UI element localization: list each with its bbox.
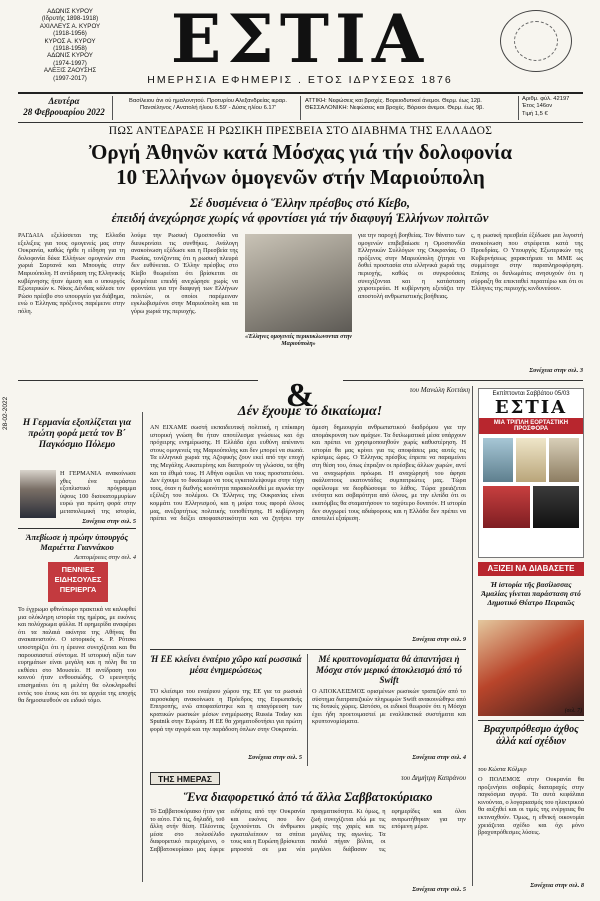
weather-info: ΑΤΤΙΚΗ: Νεφώσεις και βροχές. Βορειοδυτικοί άνεμοι. Θερμ. έως 12β. ΘΕΣΣΑΛΟΝΙΚΗ: Νεφώσεις και βροχές. Βόρειοι άνεμοι. Θερμ. έως 9β. — [305, 98, 484, 112]
swift-headline: Μέ κρυπτονομίσματα θά ἀπαντήσει ἡ Μόσχα στόν μερικό ἀποκλεισμό ἀπό τό Swift — [316, 654, 462, 685]
germany-continued: Συνέχεια στην σελ. 5 — [82, 518, 136, 525]
issue-info: Αριθμ. φύλ. 42197 Έτος 146ον Τιμή 1,5 € — [522, 96, 570, 117]
lead-column-1: ΡΑΓΔΑΙΑ εξελίσσεται της Ελλαδα εξελιξεις για τους ομογενείς μας στην Ουκρανία, καθώς ήρθε η είδηση για τη δολοφονία δέκα Ελλήνων ομογενών στα χωριά Σαρτανά και Μπουγάς στην Μαριούπολη. Η αντίδραση της Ελληνικής κυβέρνησης ήταν άμεση και ο υπουργός Εξωτερικών κ. Νίκος Δένδιας κάλεσε τον Ρώσο πρέσβυ στο υπουργείο για διάβημα, ενώ ο Έλληνας πρόξενος παρέμεινε στην πόλη. — [18, 232, 125, 315]
section-tab-tis-imeras: ΤΗΣ ΗΜΕΡΑΣ — [150, 772, 220, 785]
eu-airspace-headline: Ἡ ΕΕ κλείνει ἐναέριο χῶρο καί ρωσσικά μέσα ἐνημερώσεως — [150, 654, 302, 675]
kolmer-headline: Βραχυπρόθεσμο ἀχθος ἀλλά καί σχέδιον — [483, 724, 579, 747]
germany-text-top: Η ΓΕΡΜΑΝΙΑ ανακοίνωσε χθες ένα τεράστιο εξοπλιστικό πρόγραμμα ύψους 100 δισεκατομμυρίων ευρώ για πρώτη φορά στην μεταπολεμική της ιστορία, — [60, 470, 136, 514]
founders-list: ΑΔΩΝΙΣ ΚΥΡΟΥ (Ιδρυτής 1898-1918) ΑΧΙΛΛΕΥΣ Α. ΚΥΡΟΥ (1918-1956) ΚΥΡΟΣ Α. ΚΥΡΟΥ (1918-1958) ΑΔΩΝΙΣ ΚΥΡΟΥ (1974-1997) ΑΛΕΞΙΣ ΖΑΟΥΣΗΣ (1997-2017) — [39, 8, 101, 82]
tis-imeras-title: Ἕνα διαφορετικό ἀπό τά ἄλλα Σαββατοκύριακο — [183, 790, 433, 804]
promo-cd-2 — [533, 486, 580, 528]
section-badge-news: ΠΕΝΝΙΕΣ ΕΙΔΗΣΟΥΛΕΣ ΠΕΡΙΕΡΓΑ — [48, 562, 108, 602]
masthead-subtitle: ΗΜΕΡΗΣΙΑ ΕΦΗΜΕΡΙΣ . ΕΤΟΣ ΙΔΡΥΣΕΩΣ 1876 — [147, 74, 453, 86]
swift-text: Ο ΑΠΟΚΛΕΙΣΜΟΣ ορισμένων ρωσικών τραπεζών από το σύστημα διατραπεζικών πληρωμών Swift ανακοινώθηκε από τις δυτικές χώρες. Ωστόσο, οι ειδικοί θεωρούν ότι η Μόσχα έχει ήδη προετοιμαστεί με εναλλακτικά συστήματα και κρυπτονομίσματα. — [312, 688, 466, 726]
promo-book-2 — [516, 438, 546, 482]
lead-kicker: ΠΩΣ ΑΝΤΕΔΡΑΣΕ Η ΡΩΣΙΚΗ ΠΡΕΣΒΕΙΑ ΣΤΟ ΔΙΑΒΗΜΑ ΤΗΣ ΕΛΛΑΔΟΣ — [108, 125, 493, 137]
lead-column-5: ς, η ρωσική πρεσβεία έξέδωσε μια λιγοστή ανακοίνωση που στρέφεται κατά της Προεδρίας. Ο Υπουργός Εξωτερικών της Κυβερνήσεως χαρακτήρισε τα ΜΜΕ ως συμμέτοχα στην παραπληροφόρηση. Επίσης οι διπλωμάτες ανησυχούν ότι η σύρραξη θα επεκταθεί περαιτέρω και ότι οι Έλληνες της περιοχής κινδυνεύουν. — [471, 232, 583, 293]
promo-cd-1 — [483, 486, 530, 528]
eu-airspace-text: ΤΟ κλείσιμο του εναέριου χώρου της ΕΕ για τα ρωσικά αεροσκάφη ανακοίνωσε η Πρόεδρος της Ευρωπαϊκής Επιτροπής, ενώ αποφασίστηκε και η απαγόρευση των κρατικών ρωσικών μέσων ενημέρωσης Russia Today και Sputnik στην Ευρώπη. Η ΕΕ θα χρηματοδοτήσει για πρώτη φορά την αγορά και την παράδοση όπλων στην Ουκρανία. — [150, 688, 302, 733]
side-date: 28-02-2022 — [2, 396, 9, 430]
editorial-text: ΑΝ ΕΙΧΑΜΕ σωστή εκπαιδευτική πολιτική, η επίκαιρη ιστορική γνώση θα ήταν αποτέλεσμα γνώσεως και όχι πρόχειρης ενημέρωσης. Η Ελλάδα έχει ευθύνη απέναντι στους ομογενείς της Μαριούπολης και δεν μπορεί να σιωπά. Τα ελληνικά χωριά της Αζοφικής ζουν εκεί από την εποχή της Μεγάλης Αικατερίνης και διατηρούν τη γλώσσα, τα ήθη και τα έθιμά τους. Η Αθήνα οφείλει να τους προστατεύσει. Δεν έχουμε το δικαίωμα να τους εγκαταλείψουμε στην τύχη τους, όταν η διεθνής κοινότητα παρακολουθεί με αγωνία την εξέλιξη του πολέμου. Οι Έλληνες της Ουκρανίας είναι κομμάτι του Ελληνισμού, και η μοίρα τους αφορά όλους μας, ανεξαρτήτως πολιτικής τοποθέτησης. Η κυβέρνηση πρέπει να δείξει αποφασιστικότητα και να ζητήσει την άμεση δημιουργία ανθρωπιστικού διαδρόμου για την απομάκρυνση των αμάχων. Τα διπλωματικά μέσα υπάρχουν και πρέπει να χρησιμοποιηθούν χωρίς καθυστέρηση. Η ιστορία θα μας κρίνει για τις αποφάσεις μας αυτές τις κρίσιμες ώρες. Ο Έλληνας πρέσβυς έπρεπε να παραμείνει στη θέση του, όπως έπραξαν οι πρέσβεις άλλων χωρών, αντί να αναχωρήσει πρόωρα. Η αναχώρησή του άφησε ακάλυπτους εκατοντάδες συμπατριώτες μας. Τώρα οφείλουμε να διορθώσουμε το λάθος. Τώρα χρειάζεται ενότητα και σοβαρότητα από όλους, με την ελπίδα ότι οι εκατόμβες θα σταματήσουν το ταχύτερο δυνατόν. Η ιστορία δεν συγχωρεί τους αδιάφορους και η Ελλάδα δεν πρέπει να αποτελεί εξαίρεση. — [150, 424, 466, 523]
lead-dek: Σέ δυσμένεια ὁ Ἕλλην πρέσβυς στό Κίεβο, ἐπειδή ἀνεχώρησε χωρίς νά φροντίσει γιά τήν διαφυγή Ἑλλήνων πολιτῶν — [111, 196, 489, 225]
editorial-byline: του Μανώλη Κοττάκη — [409, 386, 470, 394]
swift-continued: Συνέχεια στην σελ. 4 — [412, 754, 466, 761]
tis-imeras-byline: του Δημήτρη Καπράνου — [401, 774, 466, 782]
kolmer-text: Ο ΠΟΛΕΜΟΣ στην Ουκρανία θα προξενήσει σοβαρές διαταραχές στην παγκόσμια αγορά. Τα αυτά κεφάλαια κινούνται, ο λογαριασμός του ηλεκτρικού θα αυξηθεί και οι τιμές της ενέργειας θα εκτιναχθούν. Όμως, η εθνική οικονομία χρειάζεται σχέδιο και όχι μόνο βραχυπρόθεσμες λύσεις. — [478, 776, 584, 837]
lead-continued: Συνέχεια στην σελ. 3 — [529, 367, 583, 374]
kolmer-continued: Συνέχεια στην σελ. 8 — [530, 882, 584, 889]
lead-headline: Ὀργή Ἀθηνῶν κατά Μόσχας γιά τήν δολοφονία 10 Ἑλλήνων ὁμογενῶν στήν Μαριούπολη — [88, 140, 513, 189]
lead-photo — [245, 234, 352, 332]
lead-column-2: λούμε την Ρωσική Ομοσπονδία να διευκρινίσει τις συνθήκες. Ανάλογη ανακοίνωση εξέδωσε και η Πρεσβεία της Ρωσίας, τονίζοντας ότι η ρωσική πλευρά δεν ευθύνεται. Ο Έλλην πρέσβυς στο Κίεβο θεωρείται ότι βρίσκεται σε δυσμένεια επειδή ανεχώρησε χωρίς να φροντίσει για την διαφυγή των Ελλήνων πολιτών, οι οποίοι παρέμειναν εγκλωβισμένοι στην Μαριούπολη και τα γύρω χωριά της περιοχής. — [131, 232, 238, 315]
tis-imeras-text: Τό Σαββατοκύριακο ήταν για το αύτο. Γιά τις, δηλαδή, τοῦ ἄλλη στήν θέση. Πλέοντας μέσα στο πολυσέλιδο διαφορετικό περιεχόμενο, ο Σαββατοκυρίακο μας έφερε ειδήσεις από την Ουκρανία και εικόνες που δεν ξεχνιούνται. Οι άνθρωποι εγκαταλείπουν τα σπίτια τους και η Ευρώπη βρίσκεται μπροστά σε μια νέα πραγματικότητα. Κι όμως, η ζωή συνεχίζεται εδώ με τις μικρές της χαρές και τις μεγάλες της αγωνίες. Τα παιδιά πήγαν βόλτα, οι μεγάλοι διάβασαν τις εφημερίδες και όλοι αναρωτήθηκαν για την επόμενη μέρα. — [150, 808, 466, 853]
kolmer-byline: του Κώστα Κόλμερ — [478, 766, 527, 773]
promo-book-1 — [483, 438, 513, 482]
giannakou-headline: Ἀπεβίωσε ἡ πρώην ὑπουργός Μαριέττα Γιαννάκου — [25, 532, 129, 552]
issue-date: Δευτέρα 28 Φεβρουαρίου 2022 — [23, 96, 105, 117]
germany-headline: Η Γερμανία εξοπλίζεται για πρώτη φορά μετά τον Β΄ Παγκόσμιο Πόλεμο — [22, 418, 132, 450]
lead-photo-caption: «Έλληνες ομογενείς περικυκλωνονται στην Μαριούπολη» — [245, 334, 352, 347]
ampersand-divider: & — [285, 377, 315, 414]
amalia-photo-note: (σελ. 7) — [564, 708, 582, 714]
seal-logo — [500, 10, 572, 72]
section-badge-azizei: ΑΞΙΖΕΙ ΝΑ ΔΙΑΒΑΣΕΤΕ — [478, 562, 584, 576]
promo-book-3 — [549, 438, 579, 482]
promo-banner: ΜΙΑ ΤΡΙΠΛΗ ΕΟΡΤΑΣΤΙΚΗ ΠΡΟΣΦΟΡΑ — [479, 418, 583, 434]
promo-box — [478, 388, 584, 558]
calendar-info: Βασίλειου άνι ού ημαλονητού. Προτυρίου Αλεξανδρείας ιεραρ. Πανσέληνος / Ανατολή ήλιου 6.59' - Δύσις ηλίου 6.17' — [129, 98, 287, 112]
promo-masthead: ΕΣΤΙΑ — [494, 397, 568, 418]
editorial-title: Δέν ἔχουμε τό δικαίωμα! — [237, 404, 383, 419]
amalia-photo — [478, 620, 584, 716]
lead-column-4: για την παροχή βοηθείας. Τον θάνατο των ομογενών επιβεβαίωσε η Ομοσπονδία Ελληνικών Συλλόγων της Ουκρανίας. Ο πρόξενος στην Μαριούπολη ζήτησε να δοθεί προστασία στα ελληνικά χωριά της περιοχής, καθώς οι συγκρούσεις συνεχίζονται και η κατάσταση χειροτερεύει. Η κυβέρνηση εξετάζει την αποστολή ανθρωπιστικής βοήθειας. — [358, 232, 465, 300]
tis-imeras-continued: Συνέχεια στην σελ. 5 — [412, 886, 466, 893]
eu-airspace-continued: Συνέχεια στην σελ. 5 — [248, 754, 302, 761]
amalia-headline: Ἡ ἱστορία τῆς βασίλισσας Ἀμαλίας γίνεται παράσταση στό Δημοτικό Θέατρο Πειραιῶς — [481, 580, 581, 607]
masthead: ΕΣΤΙΑ — [170, 0, 430, 78]
news-shorts-text: Το έγχρωμο φθινόπωρο πρακτικά να καλυφθεί μια ολόκληρη ιστορία της ημέρας, με εικόνες και πολύχρωμα φύλλα. Η εφημερίδα αναφέρει ότι τα παλαιά ακίνητα της Αθήνας θα ανακαινιστούν. Ο ιστορικός κ. Ρ. Ρότσκι υποστηρίζει ότι η έρευνα συνεχίζεται και θα παρουσιαστεί σύντομα. Η ιστορική αξία των ευρημάτων είναι μεγάλη και η πόλη θα τα εκθέσει στο Μουσείο. Η αντίδραση του κοινού ήταν ενθουσιώδης. Ο ερευνητής επισημαίνει ότι η μελέτη θα ολοκληρωθεί εντός του έτους και ότι τα αρχεία της εποχής θα δημοσιευθούν σε ειδικό τόμο. — [18, 606, 136, 705]
editorial-continued: Συνέχεια στην σελ. 9 — [412, 636, 466, 643]
giannakou-note: Λεπτομέρειες στην σελ. 4 — [74, 554, 136, 561]
germany-photo — [20, 470, 56, 518]
promo-line: Εκπίπτονται Σαββάτου 05/03 — [492, 391, 570, 397]
